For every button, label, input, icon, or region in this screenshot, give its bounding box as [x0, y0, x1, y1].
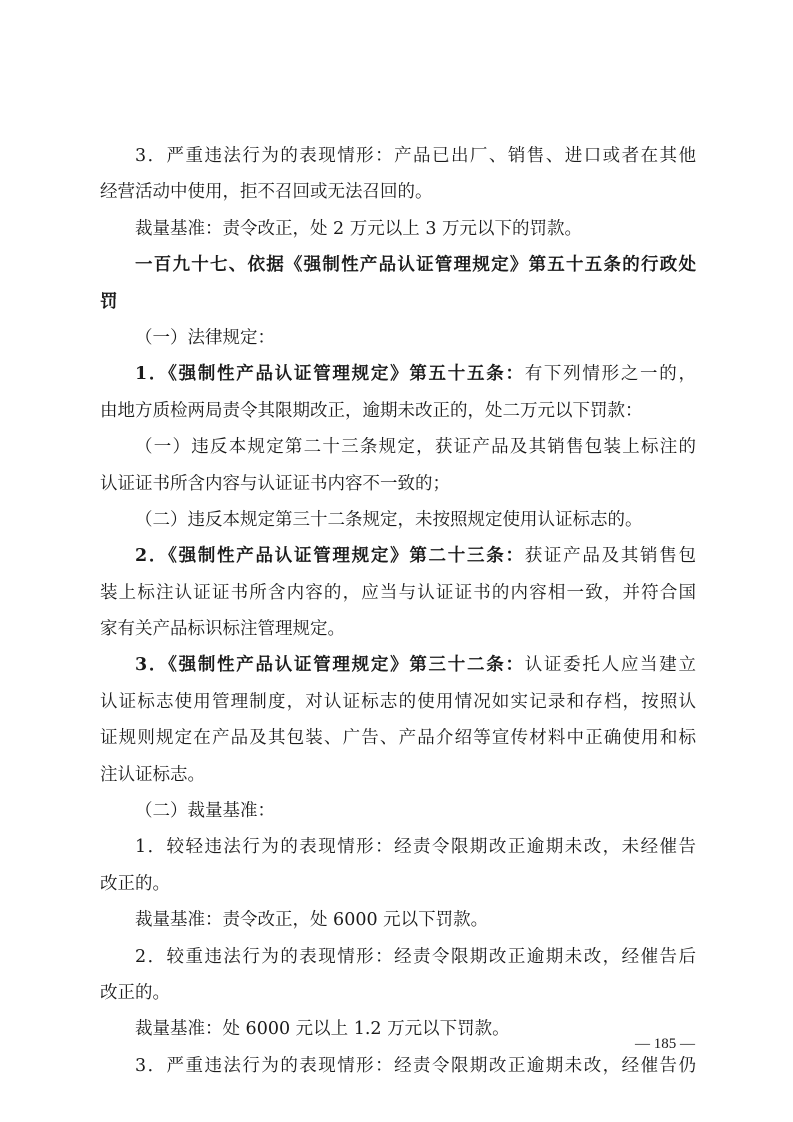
text-line	[100, 684, 696, 720]
text-line	[100, 393, 696, 429]
text-line	[100, 611, 696, 647]
text-line	[100, 1048, 696, 1084]
line-text: （二）违反本规定第三十二条规定，未按照规定使用认证标志的。	[135, 509, 643, 530]
text-line	[100, 356, 696, 392]
text-line	[100, 247, 696, 283]
text-line	[100, 320, 696, 356]
page-body	[100, 138, 696, 1084]
page-number: — 185 —	[635, 1036, 695, 1052]
text-line	[100, 939, 696, 975]
line-text: 获证产品及其销售包	[524, 546, 696, 567]
text-line	[100, 829, 696, 865]
text-line	[100, 757, 696, 793]
line-text: 一百九十七、依据《强制性产品认证管理规定》第五十五条的行政处	[135, 255, 696, 276]
text-line	[100, 575, 696, 611]
line-text: 3．严重违法行为的表现情形：经责令限期改正逾期未改，经催告仍	[135, 1055, 696, 1076]
line-text: （二）裁量基准：	[135, 801, 275, 822]
text-line	[100, 647, 696, 683]
line-text: 2．较重违法行为的表现情形：经责令限期改正逾期未改，经催告后	[135, 946, 696, 967]
line-text: 裁量基准：责令改正，处 2 万元以上 3 万元以下的罚款。	[135, 218, 583, 239]
line-text: 有下列情形之一的，	[524, 364, 696, 385]
line-text: 裁量基准：责令改正，处 6000 元以下罚款。	[135, 910, 489, 931]
line-text: 裁量基准：处 6000 元以上 1.2 万元以下罚款。	[135, 1019, 510, 1040]
line-text: 经营活动中使用，拒不召回或无法召回的。	[100, 182, 433, 203]
line-text: 3．严重违法行为的表现情形：产品已出厂、销售、进口或者在其他	[135, 146, 696, 166]
line-text: 认证证书所含内容与认证证书内容不一致的；	[100, 473, 450, 494]
line-text: 罚	[100, 291, 118, 312]
text-line	[100, 429, 696, 465]
article-citation: 1．《强制性产品认证管理规定》第五十五条：	[135, 364, 525, 385]
text-line	[100, 466, 696, 502]
line-text: 装上标注认证证书所含内容的，应当与认证证书的内容相一致，并符合国	[100, 582, 696, 603]
text-line	[100, 502, 696, 538]
article-citation: 3．《强制性产品认证管理规定》第三十二条：	[135, 655, 525, 676]
line-text: 证规则规定在产品及其包装、广告、产品介绍等宣传材料中正确使用和标	[100, 728, 696, 749]
article-citation: 2．《强制性产品认证管理规定》第二十三条：	[135, 546, 525, 567]
text-line	[100, 793, 696, 829]
line-text: 认证标志使用管理制度，对认证标志的使用情况如实记录和存档，按照认	[100, 691, 696, 712]
text-line	[100, 866, 696, 902]
text-line	[100, 284, 696, 320]
line-text: 家有关产品标识标注管理规定。	[100, 619, 345, 640]
text-line	[100, 975, 696, 1011]
line-text: （一）法律规定：	[135, 327, 275, 348]
text-line	[100, 138, 696, 174]
line-text: 由地方质检两局责令其限期改正，逾期未改正的，处二万元以下罚款：	[100, 400, 643, 421]
text-line	[100, 720, 696, 756]
text-line	[100, 538, 696, 574]
text-line	[100, 1011, 696, 1047]
line-text: 改正的。	[100, 982, 170, 1003]
text-line	[100, 174, 696, 210]
line-text: 1．较轻违法行为的表现情形：经责令限期改正逾期未改，未经催告	[135, 837, 696, 858]
text-line	[100, 902, 696, 938]
line-text: 认证委托人应当建立	[524, 655, 696, 676]
text-line	[100, 211, 696, 247]
line-text: 注认证标志。	[100, 764, 205, 785]
line-text: （一）违反本规定第二十三条规定，获证产品及其销售包装上标注的	[135, 437, 696, 458]
line-text: 改正的。	[100, 873, 170, 894]
